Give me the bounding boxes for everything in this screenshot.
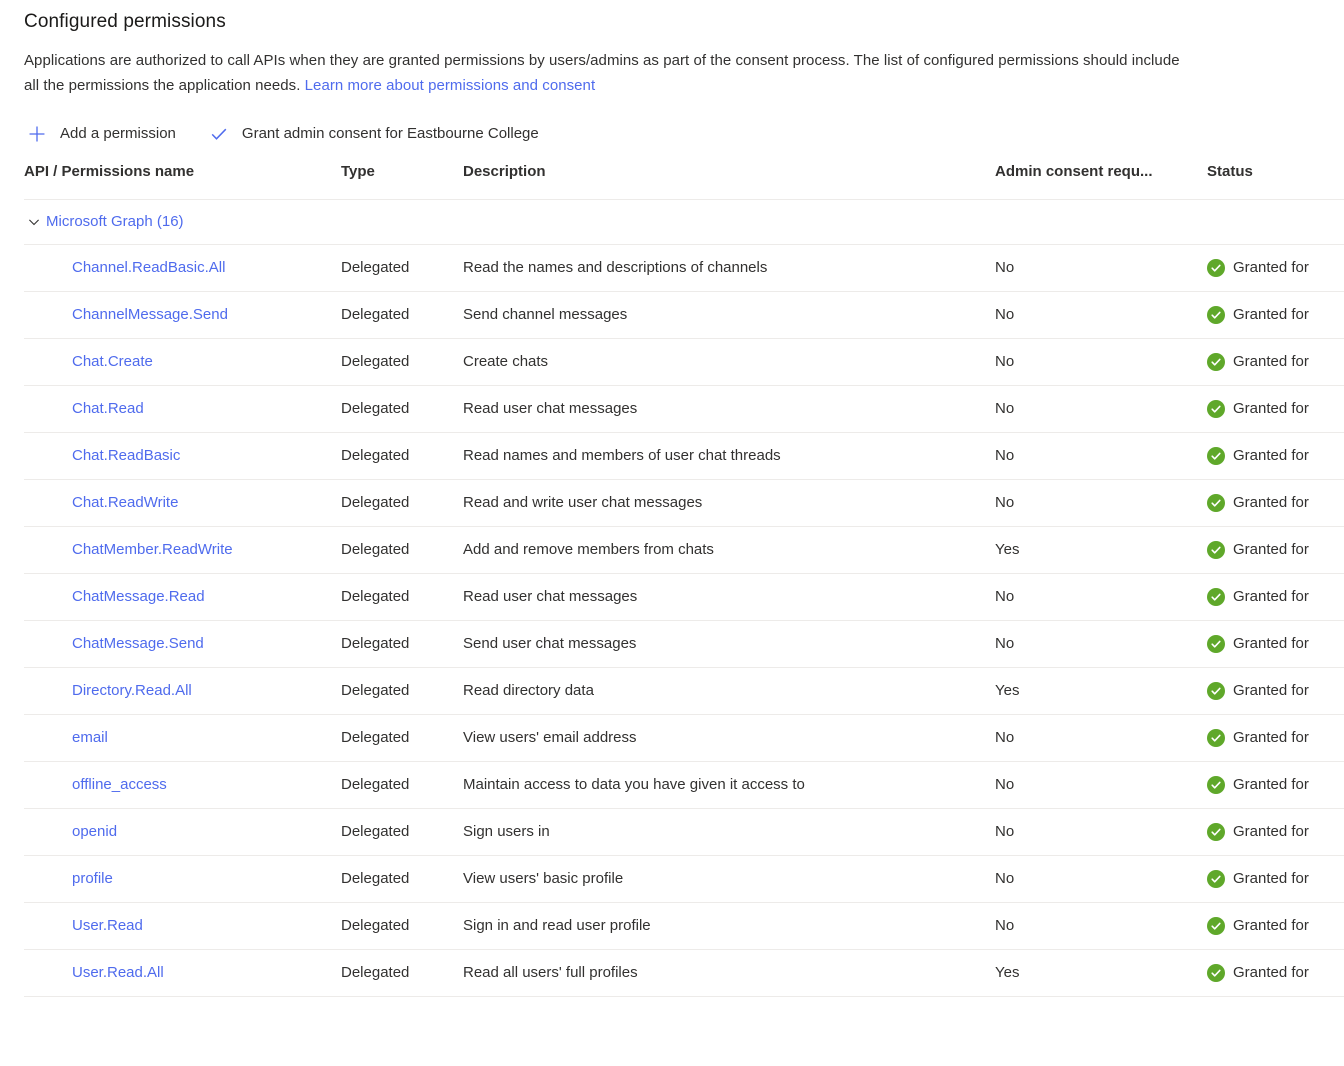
- table-group-row-microsoft-graph: [24, 200, 1344, 245]
- permission-name-cell: [24, 399, 341, 419]
- permission-description-cell: Create chats: [463, 353, 549, 370]
- permission-name-cell: [24, 493, 341, 513]
- permission-admin-consent-cell: No: [995, 494, 1015, 511]
- permission-type-cell: Delegated: [341, 682, 410, 699]
- success-check-icon: [1207, 353, 1225, 371]
- permission-name-link[interactable]: Chat.Read: [72, 400, 144, 417]
- permission-admin-consent-cell: No: [995, 588, 1015, 605]
- column-header-name[interactable]: API / Permissions name: [24, 163, 195, 180]
- command-bar: [0, 98, 1344, 146]
- success-check-icon: [1207, 729, 1225, 747]
- permission-status-cell: [1207, 869, 1344, 889]
- column-header-type[interactable]: Type: [341, 163, 375, 180]
- table-row[interactable]: [24, 574, 1344, 621]
- permission-type-cell: Delegated: [341, 870, 410, 887]
- table-row[interactable]: [24, 339, 1344, 386]
- intro-line-2-prefix: all the permissions the application needs.: [24, 77, 305, 94]
- permission-name-link[interactable]: Channel.ReadBasic.All: [72, 259, 226, 276]
- table-row[interactable]: [24, 292, 1344, 339]
- permission-status-text: Granted for: [1233, 776, 1309, 793]
- permission-admin-consent-cell: No: [995, 400, 1015, 417]
- table-row[interactable]: [24, 856, 1344, 903]
- page-title: Configured permissions: [24, 11, 226, 32]
- table-row[interactable]: [24, 433, 1344, 480]
- permission-name-cell: [24, 634, 341, 654]
- permission-description-cell: Sign users in: [463, 823, 550, 840]
- success-check-icon: [1207, 776, 1225, 794]
- success-check-icon: [1207, 635, 1225, 653]
- permission-status-text: Granted for: [1233, 917, 1309, 934]
- permission-name-link[interactable]: Chat.ReadWrite: [72, 494, 179, 511]
- permission-name-link[interactable]: Chat.Create: [72, 353, 153, 370]
- table-row[interactable]: [24, 809, 1344, 856]
- permission-type-cell: Delegated: [341, 588, 410, 605]
- table-body: [24, 245, 1344, 997]
- table-row[interactable]: [24, 621, 1344, 668]
- permission-status-text: Granted for: [1233, 306, 1309, 323]
- table-row[interactable]: [24, 950, 1344, 997]
- permission-admin-consent-cell: No: [995, 635, 1015, 652]
- success-check-icon: [1207, 823, 1225, 841]
- permission-admin-consent-cell: Yes: [995, 682, 1020, 699]
- intro-line-2: [24, 73, 1344, 98]
- permission-status-text: Granted for: [1233, 259, 1309, 276]
- permission-name-cell: [24, 869, 341, 889]
- permission-name-cell: [24, 775, 341, 795]
- permission-description-cell: Read and write user chat messages: [463, 494, 703, 511]
- permission-name-cell: [24, 540, 341, 560]
- permission-status-cell: [1207, 399, 1344, 419]
- table-header-row: [24, 160, 1344, 200]
- permission-admin-consent-cell: Yes: [995, 541, 1020, 558]
- success-check-icon: [1207, 964, 1225, 982]
- permission-description-cell: Send channel messages: [463, 306, 628, 323]
- table-row[interactable]: [24, 668, 1344, 715]
- permission-admin-consent-cell: Yes: [995, 964, 1020, 981]
- permission-status-cell: [1207, 963, 1344, 983]
- checkmark-icon: [206, 121, 232, 147]
- permission-status-text: Granted for: [1233, 682, 1309, 699]
- permission-status-text: Granted for: [1233, 964, 1309, 981]
- group-link-microsoft-graph[interactable]: Microsoft Graph (16): [46, 213, 184, 230]
- permission-description-cell: View users' email address: [463, 729, 637, 746]
- permission-type-cell: Delegated: [341, 494, 410, 511]
- table-row[interactable]: [24, 245, 1344, 292]
- permission-status-text: Granted for: [1233, 729, 1309, 746]
- table-row[interactable]: [24, 527, 1344, 574]
- permission-name-cell: [24, 963, 341, 983]
- permission-admin-consent-cell: No: [995, 870, 1015, 887]
- permission-name-link[interactable]: email: [72, 729, 108, 746]
- permission-description-cell: Read user chat messages: [463, 588, 638, 605]
- permission-name-cell: [24, 728, 341, 748]
- permission-type-cell: Delegated: [341, 729, 410, 746]
- permission-name-link[interactable]: ChatMessage.Read: [72, 588, 205, 605]
- permission-status-cell: [1207, 634, 1344, 654]
- permission-description-cell: Read directory data: [463, 682, 594, 699]
- grant-admin-consent-button[interactable]: [206, 117, 549, 151]
- permission-name-link[interactable]: ChatMessage.Send: [72, 635, 204, 652]
- permission-description-cell: Add and remove members from chats: [463, 541, 714, 558]
- permission-status-text: Granted for: [1233, 588, 1309, 605]
- permission-type-cell: Delegated: [341, 917, 410, 934]
- permission-status-text: Granted for: [1233, 400, 1309, 417]
- permission-type-cell: Delegated: [341, 353, 410, 370]
- column-header-status[interactable]: Status: [1207, 163, 1253, 180]
- permission-name-link[interactable]: User.Read.All: [72, 964, 164, 981]
- intro-line-1: Applications are authorized to call APIs when they are granted permissions by users/admins as part of the consent process. The list of configured permissions should include: [24, 52, 1180, 69]
- permission-status-text: Granted for: [1233, 353, 1309, 370]
- permission-status-cell: [1207, 681, 1344, 701]
- permission-type-cell: Delegated: [341, 823, 410, 840]
- permission-description-cell: Sign in and read user profile: [463, 917, 651, 934]
- permission-status-cell: [1207, 728, 1344, 748]
- grant-admin-consent-label: Grant admin consent for Eastbourne College: [241, 125, 539, 142]
- success-check-icon: [1207, 917, 1225, 935]
- permission-description-cell: View users' basic profile: [463, 870, 624, 887]
- success-check-icon: [1207, 870, 1225, 888]
- intro-paragraph: [0, 36, 1344, 98]
- permission-status-cell: [1207, 540, 1344, 560]
- permission-status-cell: [1207, 822, 1344, 842]
- table-row[interactable]: [24, 386, 1344, 433]
- permission-name-cell: [24, 916, 341, 936]
- permission-admin-consent-cell: No: [995, 776, 1015, 793]
- permission-status-cell: [1207, 258, 1344, 278]
- permission-name-link[interactable]: offline_access: [72, 776, 167, 793]
- permission-name-cell: [24, 305, 341, 325]
- permission-description-cell: Read names and members of user chat threads: [463, 447, 781, 464]
- permission-name-cell: [24, 446, 341, 466]
- permission-admin-consent-cell: No: [995, 917, 1015, 934]
- permission-name-link[interactable]: ChatMember.ReadWrite: [72, 541, 233, 558]
- permission-admin-consent-cell: No: [995, 353, 1015, 370]
- permission-status-text: Granted for: [1233, 541, 1309, 558]
- permission-type-cell: Delegated: [341, 306, 410, 323]
- permission-status-cell: [1207, 587, 1344, 607]
- table-row[interactable]: [24, 762, 1344, 809]
- permission-name-cell: [24, 352, 341, 372]
- permission-name-cell: [24, 822, 341, 842]
- permissions-table: [0, 160, 1344, 997]
- permission-name-link[interactable]: User.Read: [72, 917, 143, 934]
- permission-name-cell: [24, 258, 341, 278]
- success-check-icon: [1207, 306, 1225, 324]
- permission-type-cell: Delegated: [341, 541, 410, 558]
- permission-name-link[interactable]: openid: [72, 823, 118, 840]
- permission-status-text: Granted for: [1233, 823, 1309, 840]
- add-permission-label: Add a permission: [60, 125, 176, 142]
- permission-description-cell: Send user chat messages: [463, 635, 637, 652]
- permission-admin-consent-cell: No: [995, 447, 1015, 464]
- permission-type-cell: Delegated: [341, 259, 410, 276]
- permission-status-text: Granted for: [1233, 870, 1309, 887]
- permission-name-link[interactable]: Directory.Read.All: [72, 682, 192, 699]
- permission-name-cell: [24, 587, 341, 607]
- permission-description-cell: Read all users' full profiles: [463, 964, 638, 981]
- permission-type-cell: Delegated: [341, 400, 410, 417]
- permission-description-cell: Read user chat messages: [463, 400, 638, 417]
- permission-name-cell: [24, 681, 341, 701]
- permission-status-text: Granted for: [1233, 494, 1309, 511]
- table-row[interactable]: [24, 715, 1344, 762]
- chevron-down-icon[interactable]: [24, 212, 44, 232]
- group-cell: [24, 212, 341, 232]
- permission-status-cell: [1207, 305, 1344, 325]
- success-check-icon: [1207, 588, 1225, 606]
- table-row[interactable]: [24, 480, 1344, 527]
- learn-more-link[interactable]: Learn more about permissions and consent: [304, 77, 596, 94]
- permission-status-text: Granted for: [1233, 447, 1309, 464]
- permission-name-link[interactable]: Chat.ReadBasic: [72, 447, 181, 464]
- permission-admin-consent-cell: No: [995, 306, 1015, 323]
- permission-name-link[interactable]: profile: [72, 870, 113, 887]
- permission-status-cell: [1207, 775, 1344, 795]
- success-check-icon: [1207, 447, 1225, 465]
- success-check-icon: [1207, 259, 1225, 277]
- permission-type-cell: Delegated: [341, 635, 410, 652]
- permission-status-cell: [1207, 916, 1344, 936]
- permission-status-cell: [1207, 446, 1344, 466]
- success-check-icon: [1207, 400, 1225, 418]
- permission-type-cell: Delegated: [341, 964, 410, 981]
- column-header-description[interactable]: Description: [463, 163, 546, 180]
- table-row[interactable]: [24, 903, 1344, 950]
- permission-description-cell: Read the names and descriptions of channels: [463, 259, 768, 276]
- permission-admin-consent-cell: No: [995, 823, 1015, 840]
- success-check-icon: [1207, 541, 1225, 559]
- success-check-icon: [1207, 494, 1225, 512]
- permission-description-cell: Maintain access to data you have given it access to: [463, 776, 805, 793]
- permission-status-cell: [1207, 493, 1344, 513]
- permission-type-cell: Delegated: [341, 447, 410, 464]
- permission-status-cell: [1207, 352, 1344, 372]
- permission-type-cell: Delegated: [341, 776, 410, 793]
- column-header-admin-consent[interactable]: Admin consent requ...: [995, 163, 1153, 180]
- success-check-icon: [1207, 682, 1225, 700]
- permission-admin-consent-cell: No: [995, 259, 1015, 276]
- permission-name-link[interactable]: ChannelMessage.Send: [72, 306, 228, 323]
- permission-status-text: Granted for: [1233, 635, 1309, 652]
- permission-admin-consent-cell: No: [995, 729, 1015, 746]
- plus-icon: [24, 121, 50, 147]
- add-permission-button[interactable]: [24, 117, 186, 151]
